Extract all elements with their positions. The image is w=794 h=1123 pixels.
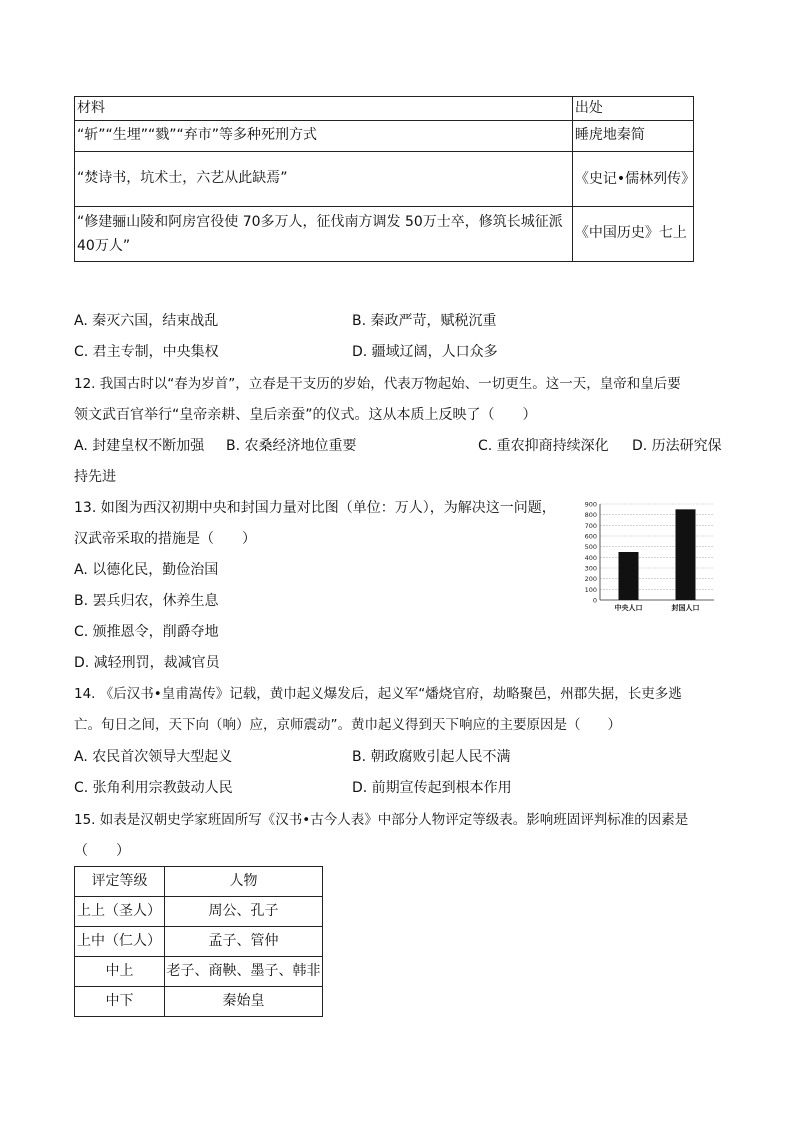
y-tick-label: 0 [592,596,597,605]
option-d: D. 前期宣传起到根本作用 [352,780,512,796]
option-b: B. 秦政严苛，赋税沉重 [352,313,497,329]
y-tick-label: 500 [584,543,597,552]
x-category-label: 中央人口 [614,604,643,612]
bar-1 [619,552,639,600]
table-row [75,927,323,957]
table-row [75,987,323,1017]
table-row [75,957,323,987]
question-13-text: 13. 如图为西汉初期中央和封国力量对比图（单位：万人），为解决这一问题， [74,500,556,516]
option-c: C. 重农抑商持续深化 [478,438,609,454]
table-header-cell: 评定等级 [75,867,165,897]
table-cell: 周公、孔子 [165,897,323,927]
option-c: C. 君主专制，中央集权 [74,344,219,360]
option-d: D. 减轻刑罚，裁减官员 [74,655,220,671]
table-cell: 秦始皇 [165,987,323,1017]
y-tick-label: 400 [584,553,597,562]
y-tick-label: 300 [584,564,597,573]
table-header-cell: 人物 [165,867,323,897]
y-tick-label: 100 [584,585,597,594]
option-d: D. 疆域辽阔，人口众多 [352,344,498,360]
table-row [75,97,694,121]
table-cell: “斩”“生埋”“戮”“弃市”等多种死刑方式 [75,120,573,151]
option-d: D. 历法研究保 [632,438,722,454]
table-cell: 孟子、管仲 [165,927,323,957]
table-header-cell: 材料 [75,97,573,121]
table-cell: 上上（圣人） [75,897,165,927]
table-cell: “焚诗书，坑术士，六艺从此缺焉” [75,151,573,206]
y-tick-label: 600 [584,532,597,541]
table-row [75,120,694,151]
table-cell: 睡虎地秦简 [572,120,693,151]
option-a: A. 秦灭六国，结束战乱 [74,313,219,329]
question-12-text: 12. 我国古时以“春为岁首”，立春是干支历的岁始，代表万物起始、一切更生。这一天，皇帝和皇后要 [74,376,681,392]
option-c: C. 张角利用宗教鼓动人民 [74,780,233,796]
y-tick-label: 200 [584,575,597,584]
option-a: A. 农民首次领导大型起义 [74,749,233,765]
table-row [75,867,323,897]
table-cell: 中上 [75,957,165,987]
x-category-label: 封国人口 [671,604,700,612]
option-b: B. 农桑经济地位重要 [226,438,357,454]
table-row [75,897,323,927]
y-tick-label: 800 [584,511,597,520]
question-14-text: 亡。旬日之间，天下向（响）应，京师震动”。黄巾起义得到天下响应的主要原因是（ ） [74,717,621,733]
rating-table [74,866,323,1017]
option-d-continued: 持先进 [74,469,116,485]
table-row [75,151,694,206]
population-bar-chart [578,500,718,618]
option-b: B. 罢兵归农，休养生息 [74,593,219,609]
option-a: A. 以德化民，勤俭治国 [74,562,219,578]
table-row [75,206,694,261]
table-cell: 《史记•儒林列传》 [572,151,693,206]
table-cell: “修建骊山陵和阿房宫役使 70多万人，征伐南方调发 50万士卒，修筑长城征派40万人” [75,206,573,261]
table-cell: 《中国历史》七上 [572,206,693,261]
table-cell: 老子、商鞅、墨子、韩非 [165,957,323,987]
table-header-cell: 出处 [572,97,693,121]
question-13-text: 汉武帝采取的措施是（ ） [74,531,256,547]
option-b: B. 朝政腐败引起人民不满 [352,749,511,765]
material-table [74,96,694,262]
question-15-text: （ ） [74,843,130,859]
table-cell: 中下 [75,987,165,1017]
option-a: A. 封建皇权不断加强 [74,438,205,454]
question-15-text: 15. 如表是汉朝史学家班固所写《汉书•古今人表》中部分人物评定等级表。影响班固评判标准的因素是 [74,812,689,828]
y-tick-label: 900 [584,500,597,509]
table-cell: 上中（仁人） [75,927,165,957]
question-12-text: 领文武百官举行“皇帝亲耕、皇后亲蚕”的仪式。这从本质上反映了（ ） [74,407,537,423]
y-tick-label: 700 [584,521,597,530]
question-14-text: 14. 《后汉书•皇甫嵩传》记载，黄巾起义爆发后，起义军“燔烧官府，劫略聚邑，州郡失据，长吏多逃 [74,686,682,702]
bar-2 [676,509,696,600]
option-c: C. 颁推恩令，削爵夺地 [74,624,219,640]
